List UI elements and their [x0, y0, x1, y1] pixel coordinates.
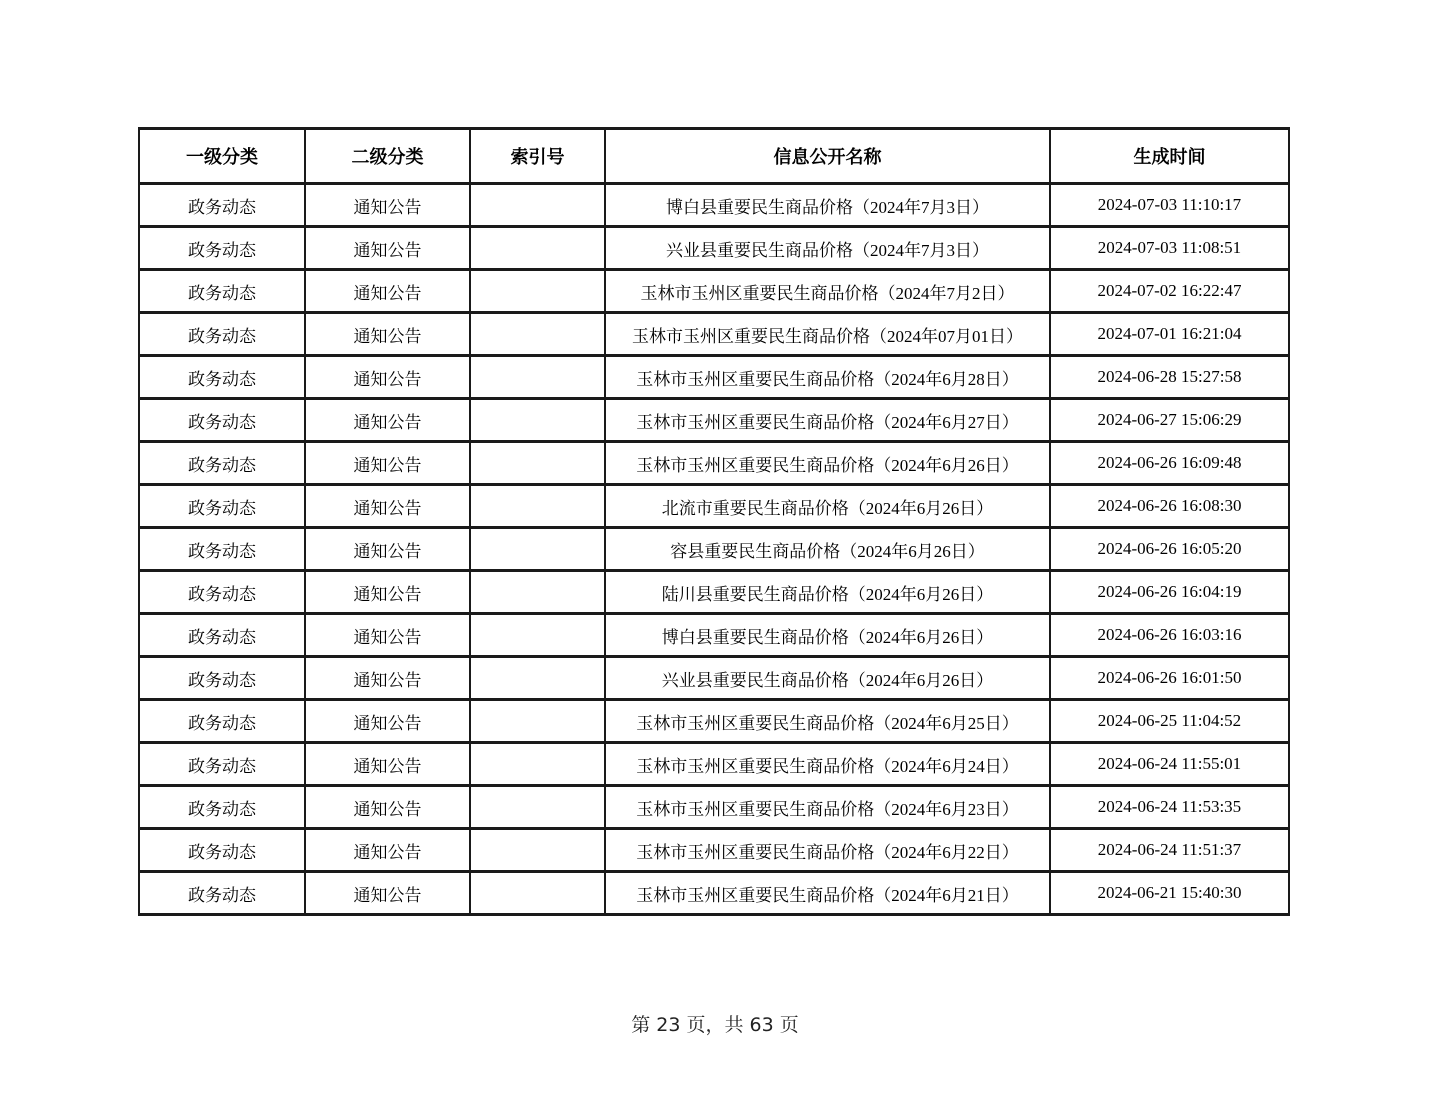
- cell-level1-category: 政务动态: [139, 872, 305, 915]
- cell-level1-category: 政务动态: [139, 700, 305, 743]
- cell-disclosure-title: 陆川县重要民生商品价格（2024年6月26日）: [605, 571, 1050, 614]
- table-row: [139, 872, 1289, 915]
- header-level2-category: 二级分类: [305, 129, 470, 184]
- cell-generated-time: 2024-06-26 16:04:19: [1050, 571, 1289, 614]
- cell-level2-category: 通知公告: [305, 657, 470, 700]
- cell-level2-category: 通知公告: [305, 399, 470, 442]
- cell-generated-time: 2024-06-26 16:01:50: [1050, 657, 1289, 700]
- cell-disclosure-title: 容县重要民生商品价格（2024年6月26日）: [605, 528, 1050, 571]
- cell-level2-category: 通知公告: [305, 184, 470, 227]
- table-row: [139, 227, 1289, 270]
- header-index-number: 索引号: [470, 129, 605, 184]
- table-row: [139, 786, 1289, 829]
- cell-index-number: [470, 184, 605, 227]
- table-row: [139, 442, 1289, 485]
- cell-generated-time: 2024-06-26 16:09:48: [1050, 442, 1289, 485]
- cell-index-number: [470, 614, 605, 657]
- cell-generated-time: 2024-06-28 15:27:58: [1050, 356, 1289, 399]
- table-row: [139, 743, 1289, 786]
- header-disclosure-title: 信息公开名称: [605, 129, 1050, 184]
- cell-level1-category: 政务动态: [139, 614, 305, 657]
- cell-level2-category: 通知公告: [305, 700, 470, 743]
- cell-generated-time: 2024-07-03 11:10:17: [1050, 184, 1289, 227]
- table-row: [139, 270, 1289, 313]
- cell-disclosure-title: 玉林市玉州区重要民生商品价格（2024年6月22日）: [605, 829, 1050, 872]
- cell-level1-category: 政务动态: [139, 356, 305, 399]
- table-row: [139, 614, 1289, 657]
- cell-level1-category: 政务动态: [139, 270, 305, 313]
- cell-level2-category: 通知公告: [305, 528, 470, 571]
- cell-disclosure-title: 玉林市玉州区重要民生商品价格（2024年6月23日）: [605, 786, 1050, 829]
- table-row: [139, 313, 1289, 356]
- table-row: [139, 356, 1289, 399]
- cell-generated-time: 2024-07-03 11:08:51: [1050, 227, 1289, 270]
- cell-level1-category: 政务动态: [139, 743, 305, 786]
- cell-generated-time: 2024-06-25 11:04:52: [1050, 700, 1289, 743]
- cell-index-number: [470, 485, 605, 528]
- cell-generated-time: 2024-06-24 11:51:37: [1050, 829, 1289, 872]
- cell-level1-category: 政务动态: [139, 528, 305, 571]
- cell-index-number: [470, 657, 605, 700]
- table-header: [139, 129, 1289, 184]
- cell-index-number: [470, 528, 605, 571]
- header-level1-category: 一级分类: [139, 129, 305, 184]
- cell-level2-category: 通知公告: [305, 356, 470, 399]
- table-row: [139, 829, 1289, 872]
- table-row: [139, 399, 1289, 442]
- cell-level2-category: 通知公告: [305, 227, 470, 270]
- header-generated-time: 生成时间: [1050, 129, 1289, 184]
- page-number-footer: 第 23 页，共 63 页: [631, 1014, 799, 1036]
- cell-level2-category: 通知公告: [305, 614, 470, 657]
- cell-disclosure-title: 北流市重要民生商品价格（2024年6月26日）: [605, 485, 1050, 528]
- cell-level1-category: 政务动态: [139, 657, 305, 700]
- cell-index-number: [470, 786, 605, 829]
- cell-generated-time: 2024-06-26 16:03:16: [1050, 614, 1289, 657]
- cell-disclosure-title: 玉林市玉州区重要民生商品价格（2024年07月01日）: [605, 313, 1050, 356]
- cell-generated-time: 2024-07-02 16:22:47: [1050, 270, 1289, 313]
- cell-level2-category: 通知公告: [305, 313, 470, 356]
- cell-generated-time: 2024-07-01 16:21:04: [1050, 313, 1289, 356]
- cell-level2-category: 通知公告: [305, 571, 470, 614]
- cell-level1-category: 政务动态: [139, 786, 305, 829]
- cell-level2-category: 通知公告: [305, 485, 470, 528]
- table-row: [139, 571, 1289, 614]
- cell-level2-category: 通知公告: [305, 743, 470, 786]
- cell-level1-category: 政务动态: [139, 571, 305, 614]
- cell-disclosure-title: 玉林市玉州区重要民生商品价格（2024年6月26日）: [605, 442, 1050, 485]
- cell-index-number: [470, 700, 605, 743]
- cell-level1-category: 政务动态: [139, 313, 305, 356]
- cell-index-number: [470, 829, 605, 872]
- table-row: [139, 528, 1289, 571]
- cell-disclosure-title: 玉林市玉州区重要民生商品价格（2024年6月27日）: [605, 399, 1050, 442]
- table-row: [139, 657, 1289, 700]
- cell-generated-time: 2024-06-27 15:06:29: [1050, 399, 1289, 442]
- cell-disclosure-title: 玉林市玉州区重要民生商品价格（2024年6月28日）: [605, 356, 1050, 399]
- cell-level1-category: 政务动态: [139, 829, 305, 872]
- info-disclosure-table: [138, 127, 1290, 916]
- cell-disclosure-title: 玉林市玉州区重要民生商品价格（2024年6月24日）: [605, 743, 1050, 786]
- cell-generated-time: 2024-06-26 16:08:30: [1050, 485, 1289, 528]
- table-row: [139, 184, 1289, 227]
- cell-level1-category: 政务动态: [139, 442, 305, 485]
- cell-disclosure-title: 兴业县重要民生商品价格（2024年6月26日）: [605, 657, 1050, 700]
- cell-level1-category: 政务动态: [139, 184, 305, 227]
- cell-index-number: [470, 356, 605, 399]
- cell-level1-category: 政务动态: [139, 227, 305, 270]
- cell-disclosure-title: 博白县重要民生商品价格（2024年7月3日）: [605, 184, 1050, 227]
- cell-disclosure-title: 博白县重要民生商品价格（2024年6月26日）: [605, 614, 1050, 657]
- cell-level2-category: 通知公告: [305, 829, 470, 872]
- cell-disclosure-title: 兴业县重要民生商品价格（2024年7月3日）: [605, 227, 1050, 270]
- cell-level2-category: 通知公告: [305, 442, 470, 485]
- cell-level1-category: 政务动态: [139, 399, 305, 442]
- cell-level2-category: 通知公告: [305, 270, 470, 313]
- cell-disclosure-title: 玉林市玉州区重要民生商品价格（2024年7月2日）: [605, 270, 1050, 313]
- table-row: [139, 700, 1289, 743]
- cell-index-number: [470, 399, 605, 442]
- cell-generated-time: 2024-06-21 15:40:30: [1050, 872, 1289, 915]
- table-body: [139, 184, 1289, 915]
- table-header-row: [139, 129, 1289, 184]
- cell-index-number: [470, 442, 605, 485]
- cell-level2-category: 通知公告: [305, 872, 470, 915]
- cell-index-number: [470, 313, 605, 356]
- cell-generated-time: 2024-06-24 11:55:01: [1050, 743, 1289, 786]
- cell-disclosure-title: 玉林市玉州区重要民生商品价格（2024年6月21日）: [605, 872, 1050, 915]
- cell-index-number: [470, 227, 605, 270]
- cell-level2-category: 通知公告: [305, 786, 470, 829]
- cell-index-number: [470, 743, 605, 786]
- cell-index-number: [470, 571, 605, 614]
- cell-disclosure-title: 玉林市玉州区重要民生商品价格（2024年6月25日）: [605, 700, 1050, 743]
- table-row: [139, 485, 1289, 528]
- cell-generated-time: 2024-06-24 11:53:35: [1050, 786, 1289, 829]
- cell-index-number: [470, 270, 605, 313]
- cell-level1-category: 政务动态: [139, 485, 305, 528]
- cell-generated-time: 2024-06-26 16:05:20: [1050, 528, 1289, 571]
- cell-index-number: [470, 872, 605, 915]
